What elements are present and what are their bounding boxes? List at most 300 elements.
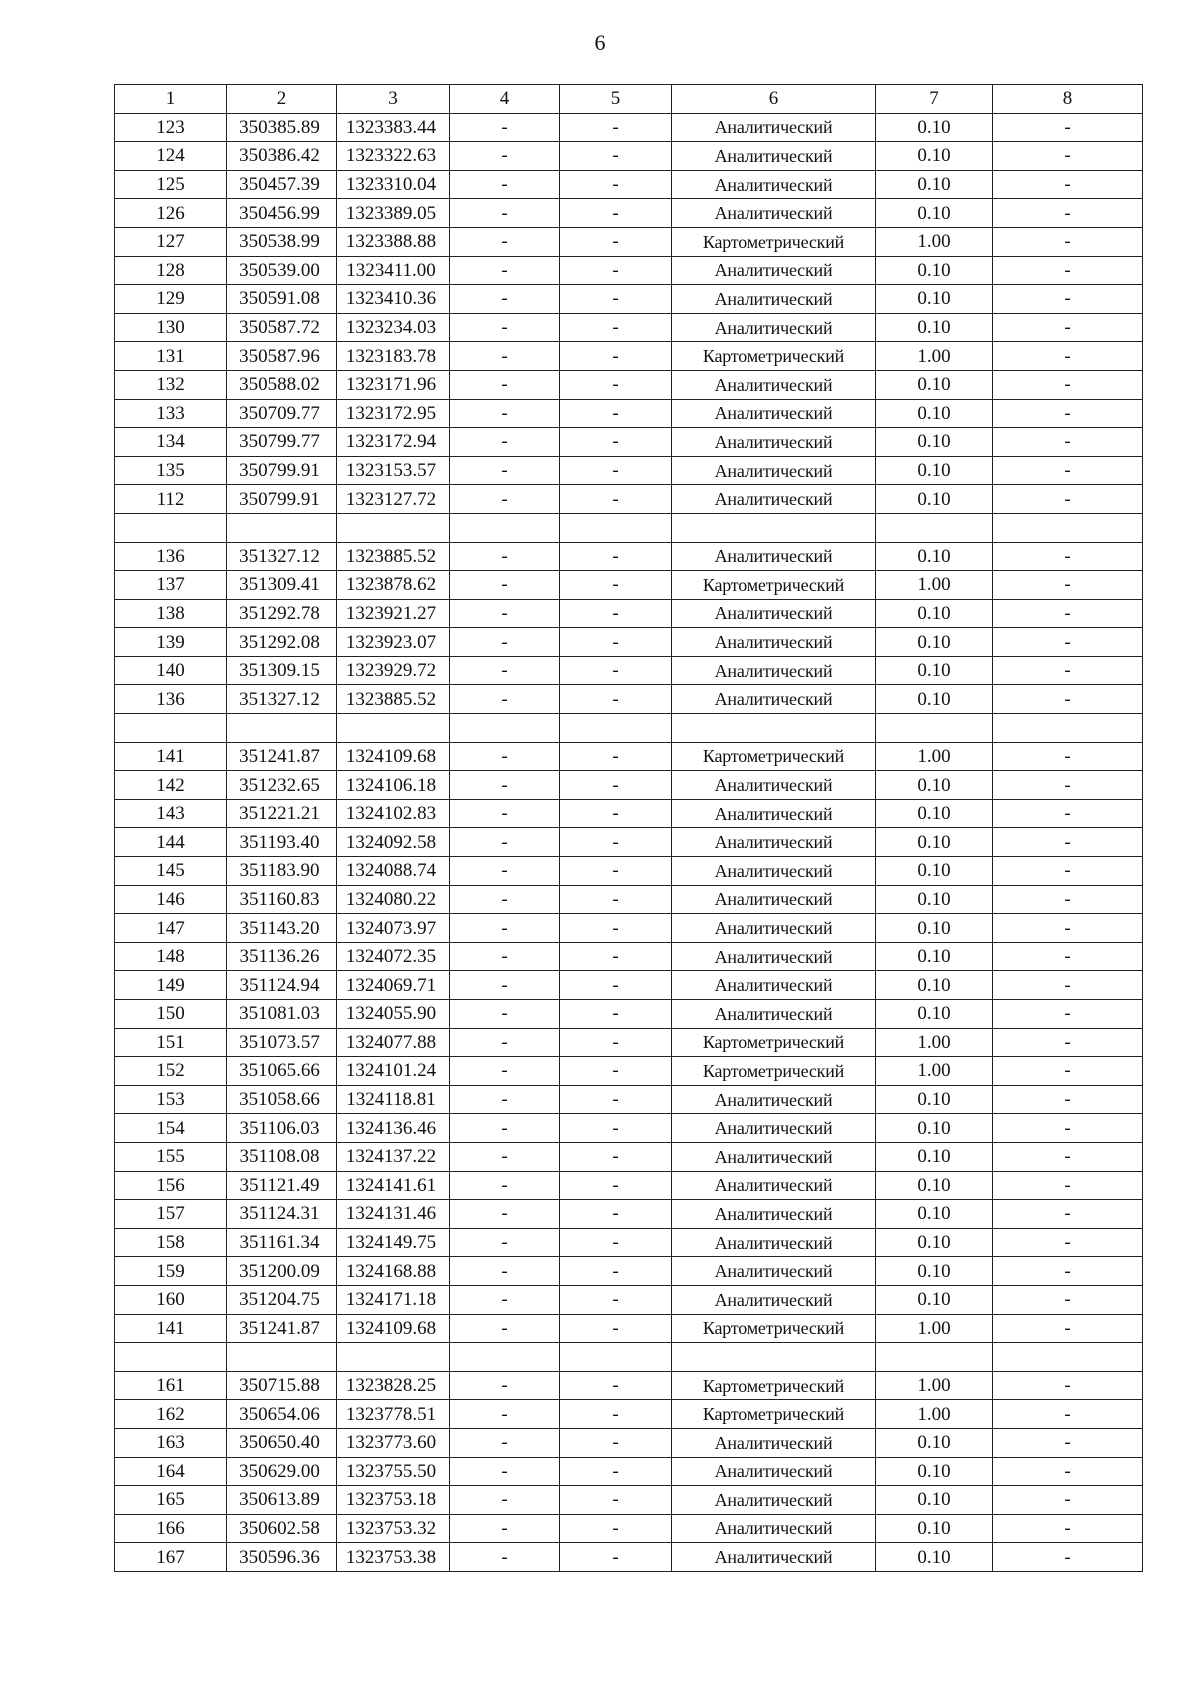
accuracy-cell: 0.10 — [876, 1000, 993, 1029]
col-8-cell: - — [993, 542, 1143, 571]
coord-y-cell: 1323127.72 — [337, 485, 450, 514]
method-cell: Аналитический — [672, 285, 876, 314]
point-number-cell: 126 — [115, 199, 227, 228]
coord-y-cell: 1323921.27 — [337, 599, 450, 628]
method-cell: Картометрический — [672, 342, 876, 371]
col-8-cell: - — [993, 1486, 1143, 1515]
method-cell: Аналитический — [672, 542, 876, 571]
coord-y-cell: 1323172.94 — [337, 428, 450, 457]
method-cell — [672, 714, 876, 743]
coord-x-cell: 351121.49 — [227, 1171, 337, 1200]
coord-y-cell: 1324168.88 — [337, 1257, 450, 1286]
table-row — [115, 1000, 1143, 1029]
accuracy-cell: 0.10 — [876, 799, 993, 828]
col-4-cell: - — [450, 1142, 560, 1171]
table-row — [115, 256, 1143, 285]
accuracy-cell: 0.10 — [876, 485, 993, 514]
table-row — [115, 685, 1143, 714]
coord-y-cell: 1324136.46 — [337, 1114, 450, 1143]
col-8-cell: - — [993, 1028, 1143, 1057]
method-cell: Аналитический — [672, 1000, 876, 1029]
col-4-cell: - — [450, 542, 560, 571]
col-5-cell: - — [560, 971, 672, 1000]
coord-y-cell: 1324073.97 — [337, 914, 450, 943]
column-header: 8 — [993, 85, 1143, 114]
point-number-cell: 156 — [115, 1171, 227, 1200]
coord-x-cell: 351327.12 — [227, 685, 337, 714]
accuracy-cell: 0.10 — [876, 628, 993, 657]
table-row — [115, 285, 1143, 314]
coord-x-cell: 351124.31 — [227, 1200, 337, 1229]
point-number-cell: 144 — [115, 828, 227, 857]
table-row — [115, 1085, 1143, 1114]
col-8-cell: - — [993, 571, 1143, 600]
method-cell: Аналитический — [672, 1114, 876, 1143]
coord-x-cell: 350650.40 — [227, 1428, 337, 1457]
col-8-cell: - — [993, 971, 1143, 1000]
method-cell: Аналитический — [672, 1543, 876, 1572]
col-8-cell: - — [993, 1000, 1143, 1029]
col-8-cell: - — [993, 656, 1143, 685]
col-5-cell: - — [560, 1200, 672, 1229]
accuracy-cell: 0.10 — [876, 771, 993, 800]
table-row — [115, 885, 1143, 914]
col-4-cell: - — [450, 142, 560, 171]
col-5-cell: - — [560, 1371, 672, 1400]
col-4-cell: - — [450, 599, 560, 628]
table-row — [115, 313, 1143, 342]
col-8-cell: - — [993, 1114, 1143, 1143]
method-cell: Аналитический — [672, 1428, 876, 1457]
point-number-cell: 141 — [115, 1314, 227, 1343]
coord-x-cell — [227, 513, 337, 542]
col-8-cell: - — [993, 1371, 1143, 1400]
method-cell: Аналитический — [672, 1171, 876, 1200]
coord-x-cell — [227, 714, 337, 743]
coord-y-cell: 1323773.60 — [337, 1428, 450, 1457]
coord-y-cell: 1323310.04 — [337, 170, 450, 199]
table-row — [115, 1514, 1143, 1543]
col-4-cell: - — [450, 485, 560, 514]
table-row — [115, 485, 1143, 514]
col-5-cell — [560, 714, 672, 743]
coord-y-cell: 1323878.62 — [337, 571, 450, 600]
col-4-cell — [450, 513, 560, 542]
col-5-cell: - — [560, 685, 672, 714]
col-8-cell: - — [993, 1228, 1143, 1257]
point-number-cell — [115, 1343, 227, 1372]
method-cell: Аналитический — [672, 857, 876, 886]
col-5-cell: - — [560, 1171, 672, 1200]
point-number-cell: 128 — [115, 256, 227, 285]
col-4-cell: - — [450, 828, 560, 857]
col-8-cell: - — [993, 428, 1143, 457]
col-4-cell — [450, 1343, 560, 1372]
method-cell: Аналитический — [672, 828, 876, 857]
point-number-cell: 155 — [115, 1142, 227, 1171]
coord-y-cell: 1324171.18 — [337, 1285, 450, 1314]
header-row — [115, 85, 1143, 114]
accuracy-cell: 0.10 — [876, 1228, 993, 1257]
col-8-cell: - — [993, 1514, 1143, 1543]
accuracy-cell: 0.10 — [876, 313, 993, 342]
coord-y-cell: 1324102.83 — [337, 799, 450, 828]
col-4-cell: - — [450, 199, 560, 228]
col-5-cell: - — [560, 1314, 672, 1343]
point-number-cell: 159 — [115, 1257, 227, 1286]
col-8-cell: - — [993, 142, 1143, 171]
coord-x-cell: 351106.03 — [227, 1114, 337, 1143]
coord-y-cell: 1324106.18 — [337, 771, 450, 800]
coord-x-cell: 350799.77 — [227, 428, 337, 457]
coord-y-cell: 1323885.52 — [337, 685, 450, 714]
col-4-cell: - — [450, 742, 560, 771]
accuracy-cell: 0.10 — [876, 1457, 993, 1486]
coord-y-cell: 1324101.24 — [337, 1057, 450, 1086]
point-number-cell: 142 — [115, 771, 227, 800]
col-8-cell: - — [993, 799, 1143, 828]
method-cell: Картометрический — [672, 1400, 876, 1429]
coord-y-cell: 1323753.32 — [337, 1514, 450, 1543]
col-8-cell: - — [993, 828, 1143, 857]
point-number-cell: 158 — [115, 1228, 227, 1257]
col-4-cell: - — [450, 656, 560, 685]
table-row — [115, 942, 1143, 971]
point-number-cell: 146 — [115, 885, 227, 914]
col-4-cell: - — [450, 1486, 560, 1515]
col-8-cell: - — [993, 370, 1143, 399]
accuracy-cell: 1.00 — [876, 1400, 993, 1429]
col-4-cell: - — [450, 571, 560, 600]
coord-x-cell: 351309.15 — [227, 656, 337, 685]
separator-row — [115, 513, 1143, 542]
col-8-cell: - — [993, 1314, 1143, 1343]
point-number-cell: 167 — [115, 1543, 227, 1572]
col-5-cell: - — [560, 342, 672, 371]
method-cell: Аналитический — [672, 256, 876, 285]
accuracy-cell: 0.10 — [876, 542, 993, 571]
coord-y-cell: 1323171.96 — [337, 370, 450, 399]
point-number-cell: 133 — [115, 399, 227, 428]
method-cell: Аналитический — [672, 942, 876, 971]
col-4-cell: - — [450, 771, 560, 800]
table-row — [115, 170, 1143, 199]
col-8-cell: - — [993, 857, 1143, 886]
coord-y-cell: 1324109.68 — [337, 742, 450, 771]
coord-x-cell: 351292.78 — [227, 599, 337, 628]
method-cell: Аналитический — [672, 313, 876, 342]
col-8-cell: - — [993, 771, 1143, 800]
accuracy-cell: 0.10 — [876, 857, 993, 886]
col-8-cell: - — [993, 285, 1143, 314]
point-number-cell: 112 — [115, 485, 227, 514]
accuracy-cell — [876, 513, 993, 542]
col-8-cell: - — [993, 885, 1143, 914]
page-number: 6 — [594, 30, 606, 55]
coord-y-cell: 1323753.18 — [337, 1486, 450, 1515]
coord-y-cell: 1323410.36 — [337, 285, 450, 314]
coord-y-cell: 1323923.07 — [337, 628, 450, 657]
table-row — [115, 771, 1143, 800]
method-cell: Аналитический — [672, 428, 876, 457]
col-8-cell: - — [993, 313, 1143, 342]
col-4-cell: - — [450, 1257, 560, 1286]
table-row — [115, 1457, 1143, 1486]
col-5-cell: - — [560, 285, 672, 314]
accuracy-cell: 0.10 — [876, 142, 993, 171]
accuracy-cell — [876, 1343, 993, 1372]
col-8-cell: - — [993, 942, 1143, 971]
separator-row — [115, 714, 1143, 743]
table-row — [115, 1285, 1143, 1314]
table-row — [115, 1314, 1143, 1343]
table-row — [115, 1543, 1143, 1572]
point-number-cell: 148 — [115, 942, 227, 971]
table-body — [115, 113, 1143, 1571]
col-4-cell: - — [450, 428, 560, 457]
col-4-cell: - — [450, 1000, 560, 1029]
coord-y-cell: 1323885.52 — [337, 542, 450, 571]
point-number-cell: 124 — [115, 142, 227, 171]
table-row — [115, 1114, 1143, 1143]
col-8-cell: - — [993, 599, 1143, 628]
method-cell: Аналитический — [672, 142, 876, 171]
point-number-cell: 162 — [115, 1400, 227, 1429]
point-number-cell: 164 — [115, 1457, 227, 1486]
coord-y-cell: 1323183.78 — [337, 342, 450, 371]
table-row — [115, 742, 1143, 771]
accuracy-cell: 1.00 — [876, 1314, 993, 1343]
coord-x-cell: 351241.87 — [227, 1314, 337, 1343]
table-row — [115, 971, 1143, 1000]
col-5-cell: - — [560, 857, 672, 886]
method-cell: Аналитический — [672, 1257, 876, 1286]
col-8-cell: - — [993, 399, 1143, 428]
col-4-cell: - — [450, 227, 560, 256]
coord-x-cell: 350538.99 — [227, 227, 337, 256]
accuracy-cell: 0.10 — [876, 914, 993, 943]
coord-y-cell: 1323411.00 — [337, 256, 450, 285]
coord-x-cell: 350613.89 — [227, 1486, 337, 1515]
method-cell: Аналитический — [672, 771, 876, 800]
col-8-cell: - — [993, 1400, 1143, 1429]
column-header: 4 — [450, 85, 560, 114]
col-5-cell: - — [560, 256, 672, 285]
accuracy-cell: 0.10 — [876, 1257, 993, 1286]
col-5-cell: - — [560, 142, 672, 171]
col-4-cell: - — [450, 1314, 560, 1343]
point-number-cell: 136 — [115, 542, 227, 571]
method-cell: Аналитический — [672, 456, 876, 485]
table-row — [115, 199, 1143, 228]
col-8-cell — [993, 714, 1143, 743]
col-4-cell: - — [450, 1200, 560, 1229]
coord-x-cell: 351241.87 — [227, 742, 337, 771]
accuracy-cell: 0.10 — [876, 1285, 993, 1314]
col-4-cell: - — [450, 370, 560, 399]
column-header: 1 — [115, 85, 227, 114]
point-number-cell: 137 — [115, 571, 227, 600]
coord-y-cell: 1323322.63 — [337, 142, 450, 171]
col-8-cell — [993, 1343, 1143, 1372]
method-cell: Аналитический — [672, 370, 876, 399]
col-5-cell: - — [560, 1514, 672, 1543]
accuracy-cell: 0.10 — [876, 1142, 993, 1171]
method-cell: Аналитический — [672, 1285, 876, 1314]
col-4-cell: - — [450, 285, 560, 314]
method-cell: Аналитический — [672, 199, 876, 228]
method-cell: Аналитический — [672, 914, 876, 943]
method-cell: Аналитический — [672, 170, 876, 199]
method-cell: Аналитический — [672, 1457, 876, 1486]
table-row — [115, 342, 1143, 371]
col-4-cell: - — [450, 942, 560, 971]
coord-x-cell: 351183.90 — [227, 857, 337, 886]
coord-x-cell: 350587.72 — [227, 313, 337, 342]
coord-x-cell: 350799.91 — [227, 456, 337, 485]
point-number-cell: 163 — [115, 1428, 227, 1457]
coord-x-cell: 351327.12 — [227, 542, 337, 571]
table-row — [115, 857, 1143, 886]
point-number-cell: 136 — [115, 685, 227, 714]
table-header — [115, 85, 1143, 114]
accuracy-cell — [876, 714, 993, 743]
point-number-cell: 154 — [115, 1114, 227, 1143]
coord-y-cell: 1323755.50 — [337, 1457, 450, 1486]
coord-x-cell: 350591.08 — [227, 285, 337, 314]
col-5-cell: - — [560, 1028, 672, 1057]
table-row — [115, 1257, 1143, 1286]
col-4-cell: - — [450, 685, 560, 714]
coord-x-cell: 351204.75 — [227, 1285, 337, 1314]
coord-y-cell — [337, 513, 450, 542]
point-number-cell: 123 — [115, 113, 227, 142]
point-number-cell: 152 — [115, 1057, 227, 1086]
coord-y-cell: 1323388.88 — [337, 227, 450, 256]
table-row — [115, 656, 1143, 685]
col-4-cell: - — [450, 256, 560, 285]
accuracy-cell: 1.00 — [876, 1057, 993, 1086]
col-4-cell: - — [450, 399, 560, 428]
col-4-cell: - — [450, 1028, 560, 1057]
accuracy-cell: 0.10 — [876, 971, 993, 1000]
point-number-cell: 161 — [115, 1371, 227, 1400]
method-cell: Аналитический — [672, 885, 876, 914]
method-cell: Аналитический — [672, 1085, 876, 1114]
coord-y-cell: 1324131.46 — [337, 1200, 450, 1229]
col-5-cell: - — [560, 628, 672, 657]
col-5-cell: - — [560, 742, 672, 771]
coord-x-cell: 351108.08 — [227, 1142, 337, 1171]
point-number-cell: 141 — [115, 742, 227, 771]
col-5-cell: - — [560, 1114, 672, 1143]
table-row — [115, 428, 1143, 457]
coord-x-cell: 351160.83 — [227, 885, 337, 914]
col-8-cell: - — [993, 342, 1143, 371]
coord-x-cell: 350799.91 — [227, 485, 337, 514]
table-row — [115, 571, 1143, 600]
table-row — [115, 1428, 1143, 1457]
accuracy-cell: 0.10 — [876, 170, 993, 199]
coord-x-cell: 350715.88 — [227, 1371, 337, 1400]
col-8-cell: - — [993, 113, 1143, 142]
col-8-cell: - — [993, 1057, 1143, 1086]
table-row — [115, 1028, 1143, 1057]
coord-x-cell: 351143.20 — [227, 914, 337, 943]
point-number-cell: 140 — [115, 656, 227, 685]
col-8-cell: - — [993, 256, 1143, 285]
col-4-cell: - — [450, 1428, 560, 1457]
col-5-cell: - — [560, 1428, 672, 1457]
coord-y-cell: 1323172.95 — [337, 399, 450, 428]
accuracy-cell: 0.10 — [876, 1486, 993, 1515]
col-5-cell: - — [560, 1285, 672, 1314]
table-row — [115, 1400, 1143, 1429]
col-4-cell: - — [450, 1457, 560, 1486]
accuracy-cell: 0.10 — [876, 1543, 993, 1572]
col-4-cell: - — [450, 1543, 560, 1572]
col-8-cell: - — [993, 227, 1143, 256]
column-header: 6 — [672, 85, 876, 114]
table-row — [115, 1228, 1143, 1257]
coord-x-cell: 350457.39 — [227, 170, 337, 199]
coord-x-cell: 350587.96 — [227, 342, 337, 371]
col-4-cell: - — [450, 1085, 560, 1114]
point-number-cell: 127 — [115, 227, 227, 256]
col-8-cell: - — [993, 1085, 1143, 1114]
coord-x-cell: 351058.66 — [227, 1085, 337, 1114]
col-5-cell: - — [560, 485, 672, 514]
point-number-cell: 131 — [115, 342, 227, 371]
accuracy-cell: 0.10 — [876, 599, 993, 628]
col-8-cell: - — [993, 914, 1143, 943]
col-4-cell: - — [450, 1057, 560, 1086]
col-4-cell: - — [450, 342, 560, 371]
col-8-cell: - — [993, 1171, 1143, 1200]
point-number-cell: 143 — [115, 799, 227, 828]
accuracy-cell: 0.10 — [876, 1171, 993, 1200]
column-header: 3 — [337, 85, 450, 114]
table-row — [115, 1171, 1143, 1200]
coord-y-cell: 1323753.38 — [337, 1543, 450, 1572]
method-cell: Картометрический — [672, 571, 876, 600]
method-cell: Картометрический — [672, 1371, 876, 1400]
col-5-cell — [560, 1343, 672, 1372]
accuracy-cell: 0.10 — [876, 685, 993, 714]
accuracy-cell: 0.10 — [876, 256, 993, 285]
col-5-cell: - — [560, 370, 672, 399]
coord-x-cell: 350456.99 — [227, 199, 337, 228]
coord-x-cell: 351073.57 — [227, 1028, 337, 1057]
method-cell: Аналитический — [672, 1514, 876, 1543]
coord-y-cell: 1323153.57 — [337, 456, 450, 485]
point-number-cell: 157 — [115, 1200, 227, 1229]
coord-y-cell: 1324118.81 — [337, 1085, 450, 1114]
col-4-cell: - — [450, 1371, 560, 1400]
point-number-cell: 129 — [115, 285, 227, 314]
col-4-cell: - — [450, 1114, 560, 1143]
col-8-cell: - — [993, 1285, 1143, 1314]
column-header: 7 — [876, 85, 993, 114]
accuracy-cell: 0.10 — [876, 399, 993, 428]
col-5-cell: - — [560, 399, 672, 428]
coord-x-cell: 351292.08 — [227, 628, 337, 657]
accuracy-cell: 1.00 — [876, 742, 993, 771]
col-8-cell: - — [993, 1457, 1143, 1486]
point-number-cell: 138 — [115, 599, 227, 628]
coord-y-cell — [337, 714, 450, 743]
table-row — [115, 370, 1143, 399]
